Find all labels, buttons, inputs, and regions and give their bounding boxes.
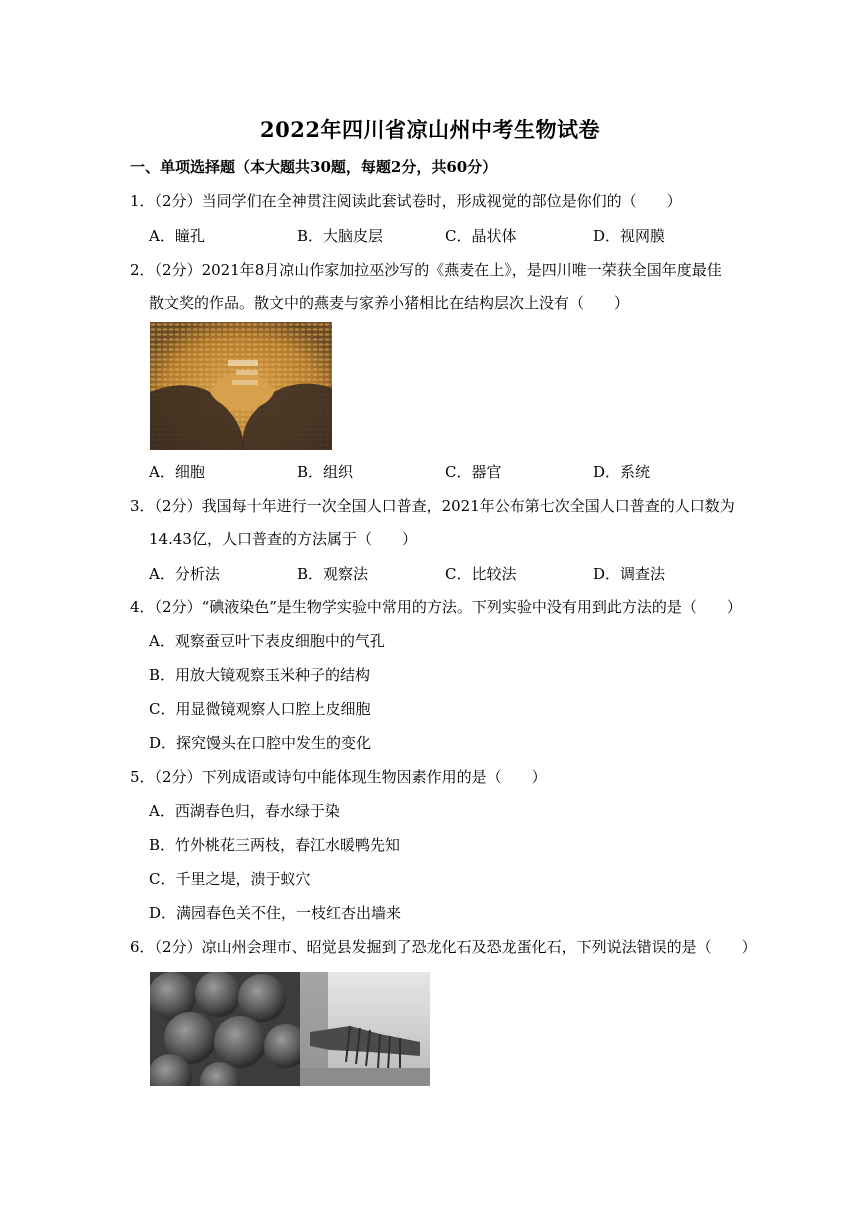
q2-option-d: D．系统 (593, 463, 651, 481)
q2-option-b: B．组织 (297, 463, 354, 481)
oat-grain-hands-image (150, 322, 332, 450)
q1-option-c: C．晶状体 (445, 227, 517, 245)
question-2-stem-line-2: 散文奖的作品。散文中的燕麦与家养小猪相比在结构层次上没有（ ） (149, 294, 630, 312)
q4-option-c: C．用显微镜观察人口腔上皮细胞 (149, 700, 371, 718)
question-5-stem: 5．（2分）下列成语或诗句中能体现生物因素作用的是（ ） (130, 768, 547, 786)
question-2-stem-line-1: 2．（2分）2021年8月凉山作家加拉巫沙写的《燕麦在上》，是四川唯一荣获全国年度最佳 (130, 261, 722, 279)
q1-option-a: A．瞳孔 (149, 227, 205, 245)
q5-option-b: B．竹外桃花三两枝，春江水暖鸭先知 (149, 836, 401, 854)
section-heading: 一、单项选择题（本大题共30题，每题2分，共60分） (130, 158, 498, 176)
question-1-stem: 1．（2分）当同学们在全神贯注阅读此套试卷时，形成视觉的部位是你们的（ ） (130, 192, 682, 210)
q5-option-c: C．千里之堤，溃于蚁穴 (149, 870, 311, 888)
question-6-stem: 6．（2分）凉山州会理市、昭觉县发掘到了恐龙化石及恐龙蛋化石，下列说法错误的是（ ） (130, 938, 757, 956)
q2-option-c: C．器官 (445, 463, 502, 481)
page-title: 2022年四川省凉山州中考生物试卷 (260, 117, 600, 142)
q2-option-a: A．细胞 (149, 463, 205, 481)
dinosaur-fossils-image (150, 972, 430, 1086)
q3-option-b: B．观察法 (297, 565, 369, 583)
q3-option-c: C．比较法 (445, 565, 517, 583)
question-3-stem-line-2: 14.43亿，人口普查的方法属于（ ） (149, 530, 417, 548)
q4-option-d: D．探究馒头在口腔中发生的变化 (149, 734, 372, 752)
question-4-stem: 4．（2分）“碘液染色”是生物学实验中常用的方法。下列实验中没有用到此方法的是（ ） (130, 598, 742, 616)
q3-option-a: A．分析法 (149, 565, 220, 583)
q5-option-d: D．满园春色关不住，一枝红杏出墙来 (149, 904, 402, 922)
q1-option-b: B．大脑皮层 (297, 227, 384, 245)
question-3-stem-line-1: 3．（2分）我国每十年进行一次全国人口普查，2021年公布第七次全国人口普查的人口数为 (130, 497, 735, 515)
q4-option-b: B．用放大镜观察玉米种子的结构 (149, 666, 371, 684)
q3-option-d: D．调查法 (593, 565, 666, 583)
q1-option-d: D．视网膜 (593, 227, 666, 245)
q5-option-a: A．西湖春色归，春水绿于染 (149, 802, 340, 820)
q4-option-a: A．观察蚕豆叶下表皮细胞中的气孔 (149, 632, 385, 650)
